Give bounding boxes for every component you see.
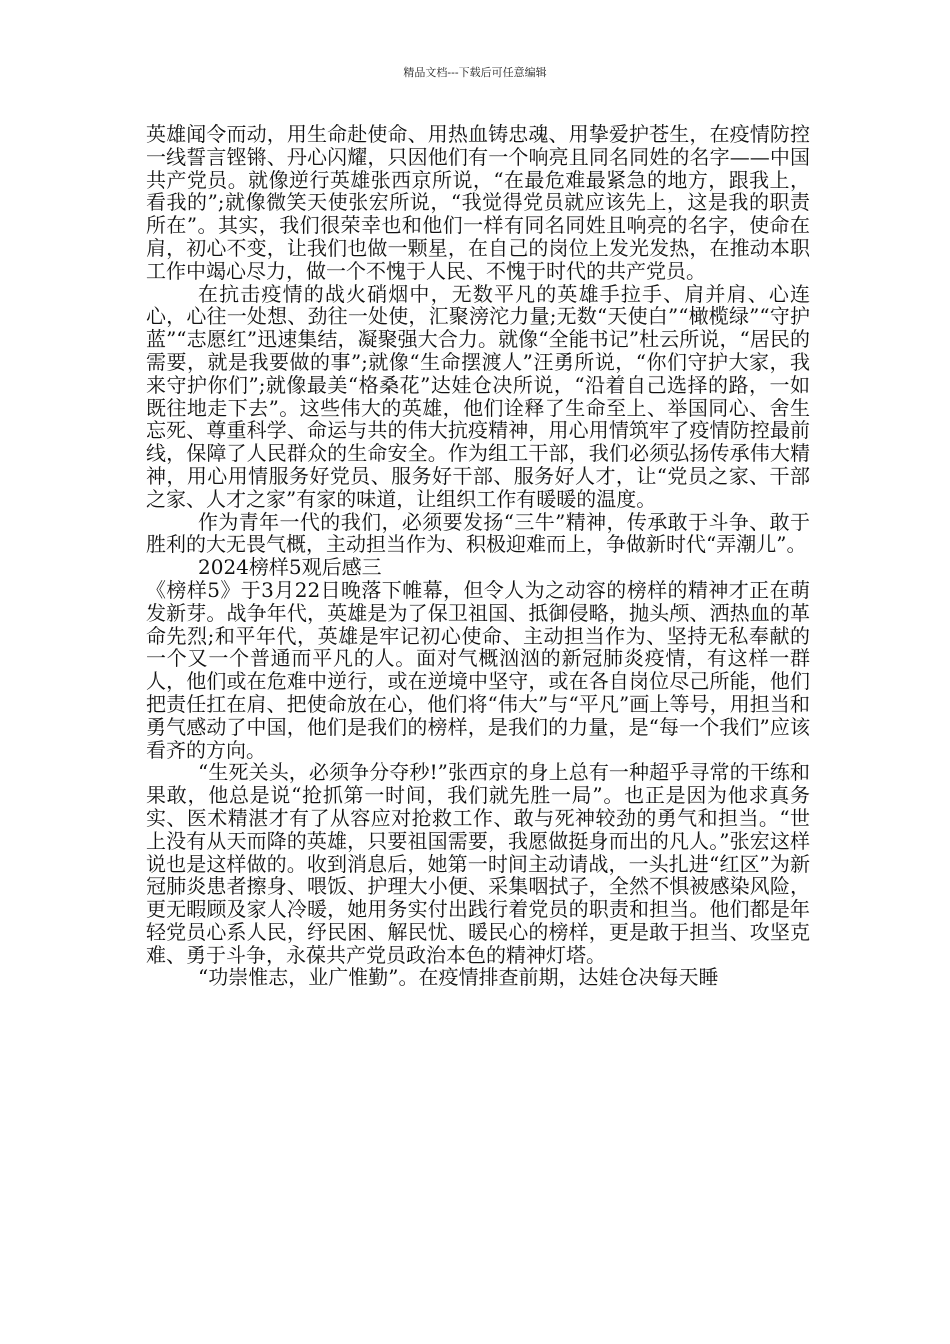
paragraph: 在抗击疫情的战火硝烟中，无数平凡的英雄手拉手、肩并肩、心连心，心往一处想、劲往一处使，汇聚滂沱力量;无数“天使白”“橄榄绿”“守护蓝”“志愿红”迅速集结，凝聚强大合力。就像“全能书记”杜云所说，“居民的需要，就是我要做的事”;就像“生命摆渡人”汪勇所说，“你们守护大家，我来守护你们”;就像最美“格桑花”达娃仓决所说，“沿着自己选择的路，一如既往地走下去”。这些伟大的英雄，他们诠释了生命至上、举国同心、舍生忘死、尊重科学、命运与共的伟大抗疫精神，用心用情筑牢了疫情防控最前线，保障了人民群众的生命安全。作为组工干部，我们必须弘扬传承伟大精神，用心用情服务好党员、服务好干部、服务好人才，让“党员之家、干部之家、人才之家”有家的味道，让组织工作有暖暖的温度。	[146, 281, 810, 511]
paragraph: “功崇惟志，业广惟勤”。在疫情排查前期，达娃仓决每天睡	[198, 965, 719, 990]
paragraph: 英雄闻令而动，用生命赴使命、用热血铸忠魂、用挚爱护苍生，在疫情防控一线誓言铿锵、丹心闪耀，只因他们有一个响亮且同名同姓的名字——中国共产党员。就像逆行英雄张西京所说，“在最危难最紧急的地方，跟我上，看我的”;就像微笑天使张宏所说，“我觉得党员就应该先上，这是我的职责所在”。其实，我们很荣幸也和他们一样有同名同姓且响亮的名字，使命在肩，初心不变，让我们也做一颗星，在自己的岗位上发光发热，在推动本职工作中竭心尽力，做一个不愧于人民、不愧于时代的共产党员。	[146, 122, 810, 283]
page-header: 精品文档---下载后可任意编辑	[403, 66, 547, 79]
paragraph: 作为青年一代的我们，必须要发扬“三牛”精神，传承敢于斗争、敢于胜利的大无畏气概，主动担当作为、积极迎难而上，争做新时代“弄潮儿”。	[146, 509, 810, 557]
section-heading: 2024榜样5观后感三	[198, 555, 382, 580]
paragraph: 《榜样5》于3月22日晚落下帷幕，但令人为之动容的榜样的精神才正在萌发新芽。战争年代，英雄是为了保卫祖国、抵御侵略，抛头颅、洒热血的革命先烈;和平年代，英雄是牢记初心使命、主动担当作为、坚持无私奉献的一个又一个普通而平凡的人。面对气概汹汹的新冠肺炎疫情，有这样一群人，他们或在危难中逆行，或在逆境中坚守，或在各自岗位尽己所能，他们把责任扛在肩、把使命放在心，他们将“伟大”与“平凡”画上等号，用担当和勇气感动了中国，他们是我们的榜样，是我们的力量，是“每一个我们”应该看齐的方向。	[146, 577, 810, 762]
document-body	[146, 123, 810, 989]
paragraph: “生死关头，必须争分夺秒!”张西京的身上总有一种超乎寻常的干练和果敢，他总是说“抢抓第一时间，我们就先胜一局”。也正是因为他求真务实、医术精湛才有了从容应对抢救工作、敢与死神较劲的勇气和担当。“世上没有从天而降的英雄，只要祖国需要，我愿做挺身而出的凡人。”张宏这样说也是这样做的。收到消息后，她第一时间主动请战，一头扎进“红区”为新冠肺炎患者擦身、喂饭、护理大小便、采集咽拭子，全然不惧被感染风险，更无暇顾及家人冷暖，她用务实付出践行着党员的职责和担当。他们都是年轻党员心系人民，纾民困、解民忧、暖民心的榜样，更是敢于担当、攻坚克难、勇于斗争，永葆共产党员政治本色的精神灯塔。	[146, 760, 810, 967]
